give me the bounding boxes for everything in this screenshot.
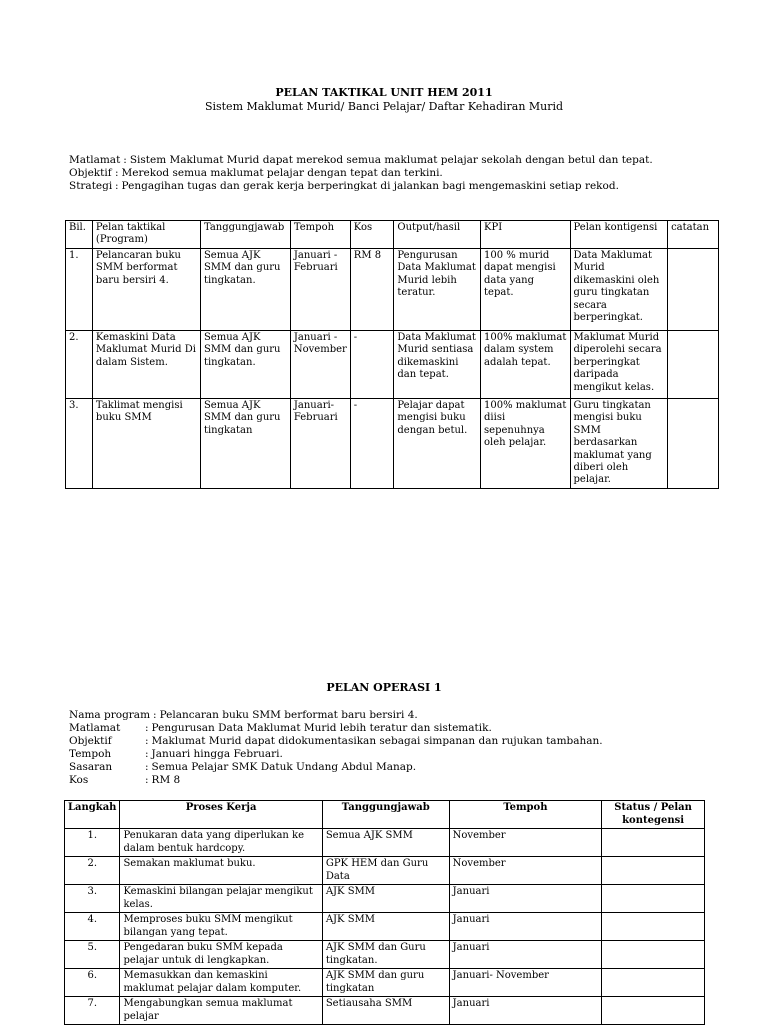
table-cell: Guru tingkatan mengisi buku SMM berdasarkan maklumat yang diberi oleh pelajar. (570, 399, 668, 489)
table-cell: November (449, 857, 602, 885)
table-cell: 100% maklumat diisi sepenuhnya oleh pelajar. (481, 399, 571, 489)
table-cell: Pengurusan Data Maklumat Murid lebih teratur. (394, 249, 481, 331)
column-header: Tempoh (449, 801, 602, 829)
table-cell: Januari - November (290, 331, 350, 399)
table-row (66, 249, 719, 331)
table-cell (668, 331, 719, 399)
operation-plan-table (64, 800, 705, 1025)
column-header: Proses Kerja (120, 801, 322, 829)
table-cell: Januari- Februari (290, 399, 350, 489)
operation-field-sasaran: Sasaran : Semua Pelajar SMK Datuk Undang Abdul Manap. (69, 761, 417, 773)
table-cell: GPK HEM dan Guru Data (322, 857, 449, 885)
table-cell (602, 913, 705, 941)
column-header: KPI (481, 221, 571, 249)
table-cell: Memasukkan dan kemaskini maklumat pelajar dalam komputer. (120, 969, 322, 997)
table-cell: - (350, 331, 394, 399)
page-subtitle: Sistem Maklumat Murid/ Banci Pelajar/ Daftar Kehadiran Murid (204, 100, 564, 113)
table-cell: 100% maklumat dalam system adalah tepat. (481, 331, 571, 399)
table-header-row (66, 221, 719, 249)
table-cell (602, 969, 705, 997)
table-cell: Kemaskini bilangan pelajar mengikut kelas. (120, 885, 322, 913)
table-cell (602, 997, 705, 1025)
page-title: PELAN TAKTIKAL UNIT HEM 2011 (275, 86, 493, 99)
column-header: Pelan kontigensi (570, 221, 668, 249)
table-cell: Pelajar dapat mengisi buku dengan betul. (394, 399, 481, 489)
table-cell: Januari - Februari (290, 249, 350, 331)
table-cell: Semakan maklumat buku. (120, 857, 322, 885)
operation-field-tempoh: Tempoh : Januari hingga Februari. (69, 748, 283, 760)
table-cell: Januari (449, 997, 602, 1025)
table-cell: AJK SMM (322, 885, 449, 913)
table-cell: Setiausaha SMM (322, 997, 449, 1025)
table-row (65, 997, 705, 1025)
operation-details (69, 709, 603, 787)
table-row (65, 857, 705, 885)
table-cell: Mengabungkan semua maklumat pelajar (120, 997, 322, 1025)
table-cell: Semua AJK SMM dan guru tingkatan. (200, 331, 290, 399)
table-cell: AJK SMM dan guru tingkatan (322, 969, 449, 997)
table-row (65, 941, 705, 969)
column-header: catatan (668, 221, 719, 249)
table-cell: AJK SMM dan Guru tingkatan. (322, 941, 449, 969)
table-row (65, 969, 705, 997)
table-cell: 1. (65, 829, 120, 857)
table-cell: Semua AJK SMM (322, 829, 449, 857)
table-cell: Kemaskini Data Maklumat Murid Di dalam Sistem. (92, 331, 200, 399)
table-cell (602, 857, 705, 885)
table-cell (602, 885, 705, 913)
table-row (65, 913, 705, 941)
table-cell: Taklimat mengisi buku SMM (92, 399, 200, 489)
table-cell: Data Maklumat Murid dikemaskini oleh guru tingkatan secara berperingkat. (570, 249, 668, 331)
table-cell: 6. (65, 969, 120, 997)
table-cell: Semua AJK SMM dan guru tingkatan (200, 399, 290, 489)
table-cell: Pelancaran buku SMM berformat baru bersiri 4. (92, 249, 200, 331)
table-cell: 1. (66, 249, 93, 331)
table-cell: Data Maklumat Murid sentiasa dikemaskini dan tepat. (394, 331, 481, 399)
intro-row-objektif: Objektif : Merekod semua maklumat pelajar dengan tepat dan terkini. (69, 167, 443, 179)
table-cell: Januari (449, 941, 602, 969)
table-cell: 5. (65, 941, 120, 969)
column-header: Tanggungjawab (200, 221, 290, 249)
tactical-intro (69, 154, 653, 193)
table-cell: Memproses buku SMM mengikut bilangan yang tepat. (120, 913, 322, 941)
table-cell: AJK SMM (322, 913, 449, 941)
table-cell (668, 399, 719, 489)
table-cell: 2. (66, 331, 93, 399)
operation-field-kos: Kos : RM 8 (69, 774, 181, 786)
table-row (66, 399, 719, 489)
column-header: Pelan taktikal (Program) (92, 221, 200, 249)
column-header: Tanggungjawab (322, 801, 449, 829)
table-cell: Januari- November (449, 969, 602, 997)
table-cell: Penukaran data yang diperlukan ke dalam bentuk hardcopy. (120, 829, 322, 857)
table-header-row (65, 801, 705, 829)
table-cell: Januari (449, 885, 602, 913)
table-cell (668, 249, 719, 331)
column-header: Langkah (65, 801, 120, 829)
table-cell: Pengedaran buku SMM kepada pelajar untuk di lengkapkan. (120, 941, 322, 969)
operation-plan-title: PELAN OPERASI 1 (326, 681, 442, 694)
intro-row-strategi: Strategi : Pengagihan tugas dan gerak kerja berperingkat di jalankan bagi mengemaskini setiap rekod. (69, 180, 619, 192)
tactical-plan-table (65, 220, 719, 489)
table-cell: Maklumat Murid diperolehi secara berperingkat daripada mengikut kelas. (570, 331, 668, 399)
table-cell: - (350, 399, 394, 489)
table-row (66, 331, 719, 399)
table-cell (602, 941, 705, 969)
column-header: Bil. (66, 221, 93, 249)
table-cell: 3. (66, 399, 93, 489)
table-cell: Semua AJK SMM dan guru tingkatan. (200, 249, 290, 331)
intro-row-matlamat: Matlamat : Sistem Maklumat Murid dapat merekod semua maklumat pelajar sekolah dengan betul dan tepat. (69, 154, 653, 166)
column-header: Tempoh (290, 221, 350, 249)
table-row (65, 885, 705, 913)
operation-field-nama-program: Nama program : Pelancaran buku SMM berformat baru bersiri 4. (69, 709, 418, 721)
table-cell: 2. (65, 857, 120, 885)
operation-field-objektif: Objektif : Maklumat Murid dapat didokumentasikan sebagai simpanan dan rujukan tambahan. (69, 735, 603, 747)
table-cell: 100 % murid dapat mengisi data yang tepat. (481, 249, 571, 331)
column-header: Status / Pelan kontegensi (602, 801, 705, 829)
table-row (65, 829, 705, 857)
table-cell: November (449, 829, 602, 857)
table-cell: RM 8 (350, 249, 394, 331)
column-header: Output/hasil (394, 221, 481, 249)
table-cell: 4. (65, 913, 120, 941)
table-cell: 7. (65, 997, 120, 1025)
table-cell (602, 829, 705, 857)
table-cell: Januari (449, 913, 602, 941)
column-header: Kos (350, 221, 394, 249)
table-cell: 3. (65, 885, 120, 913)
operation-field-matlamat: Matlamat : Pengurusan Data Maklumat Murid lebih teratur dan sistematik. (69, 722, 492, 734)
